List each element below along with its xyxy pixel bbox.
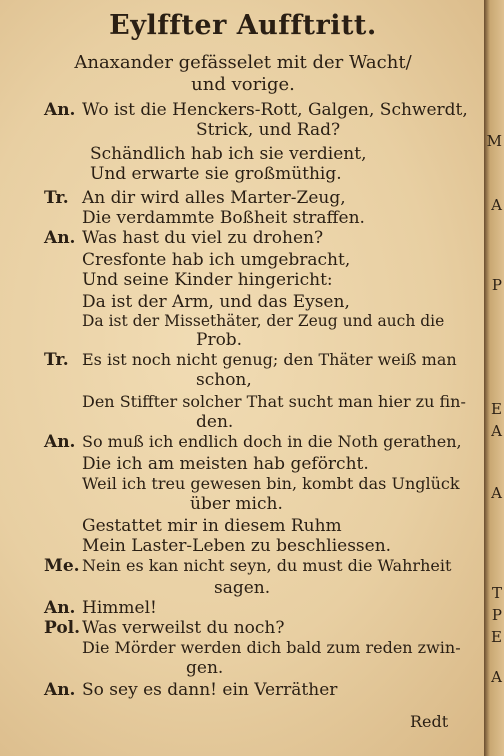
verse-line: gen. <box>186 658 224 678</box>
verse-line: Mein Laster-Leben zu beschliessen. <box>82 536 392 556</box>
verse-line: Prob. <box>196 330 243 350</box>
verse-line: So sey es dann! ein Verräther <box>82 680 338 700</box>
margin-letter: A <box>491 422 502 440</box>
margin-letter: E <box>491 628 502 646</box>
verse-line: So muß ich endlich doch in die Noth gerathen, <box>82 432 462 451</box>
verse-line: Schändlich hab ich sie verdient, <box>90 144 367 164</box>
verse-line: den. <box>196 412 234 432</box>
speaker-label: Pol. <box>44 618 81 638</box>
speaker-label: Tr. <box>44 188 69 208</box>
verse-line: Wo ist die Henckers-Rott, Galgen, Schwerdt, <box>82 100 468 120</box>
scene-subtitle-cont: und vorige. <box>191 74 295 95</box>
margin-letter: E <box>491 400 502 418</box>
verse-line: sagen. <box>214 578 271 598</box>
verse-line: Gestattet mir in diesem Ruhm <box>82 516 342 536</box>
margin-letter: A <box>491 668 502 686</box>
verse-line: Und erwarte sie großmüthig. <box>90 164 342 184</box>
verse-line: Da ist der Arm, und das Eysen, <box>82 292 350 312</box>
speaker-label: Me. <box>44 556 80 576</box>
verse-line: Und seine Kinder hingericht: <box>82 270 333 290</box>
verse-line: über mich. <box>190 494 283 514</box>
verse-line: Weil ich treu gewesen bin, kombt das Unglück <box>82 474 460 493</box>
verse-line: Was verweilst du noch? <box>82 618 285 638</box>
verse-line: Da ist der Missethäter, der Zeug und auch die <box>82 312 445 330</box>
margin-letter: P <box>491 276 502 294</box>
verse-line: schon, <box>196 370 252 390</box>
speaker-label: An. <box>44 598 76 618</box>
speaker-label: An. <box>44 228 76 248</box>
scene-title: Eylffter Aufftritt. <box>109 10 377 41</box>
verse-line: Es ist noch nicht genug; den Thäter weiß man <box>82 350 457 369</box>
verse-line: Die ich am meisten hab geförcht. <box>82 454 369 474</box>
verse-line: Himmel! <box>82 598 157 618</box>
verse-line: An dir wird alles Marter-Zeug, <box>82 188 346 208</box>
speaker-label: An. <box>44 680 76 700</box>
catchword: Redt <box>410 712 449 731</box>
speaker-label: Tr. <box>44 350 69 370</box>
speaker-label: An. <box>44 432 76 452</box>
margin-letter: A <box>491 196 502 214</box>
margin-letter: A <box>491 484 502 502</box>
margin-letter: P <box>491 606 502 624</box>
verse-line: Nein es kan nicht seyn, du must die Wahrheit <box>82 556 452 575</box>
verse-line: Die Mörder werden dich bald zum reden zwin- <box>82 638 461 657</box>
margin-letter: T <box>491 584 502 602</box>
margin-letter: M <box>486 132 502 150</box>
verse-line: Cresfonte hab ich umgebracht, <box>82 250 351 270</box>
verse-line: Den Stiffter solcher That sucht man hier zu fin- <box>82 392 466 411</box>
verse-line: Strick, und Rad? <box>196 120 341 140</box>
speaker-label: An. <box>44 100 76 120</box>
verse-line: Was hast du viel zu drohen? <box>82 228 324 248</box>
verse-line: Die verdammte Boßheit straffen. <box>82 208 365 228</box>
scene-subtitle: Anaxander gefässelet mit der Wacht/ <box>74 52 412 73</box>
